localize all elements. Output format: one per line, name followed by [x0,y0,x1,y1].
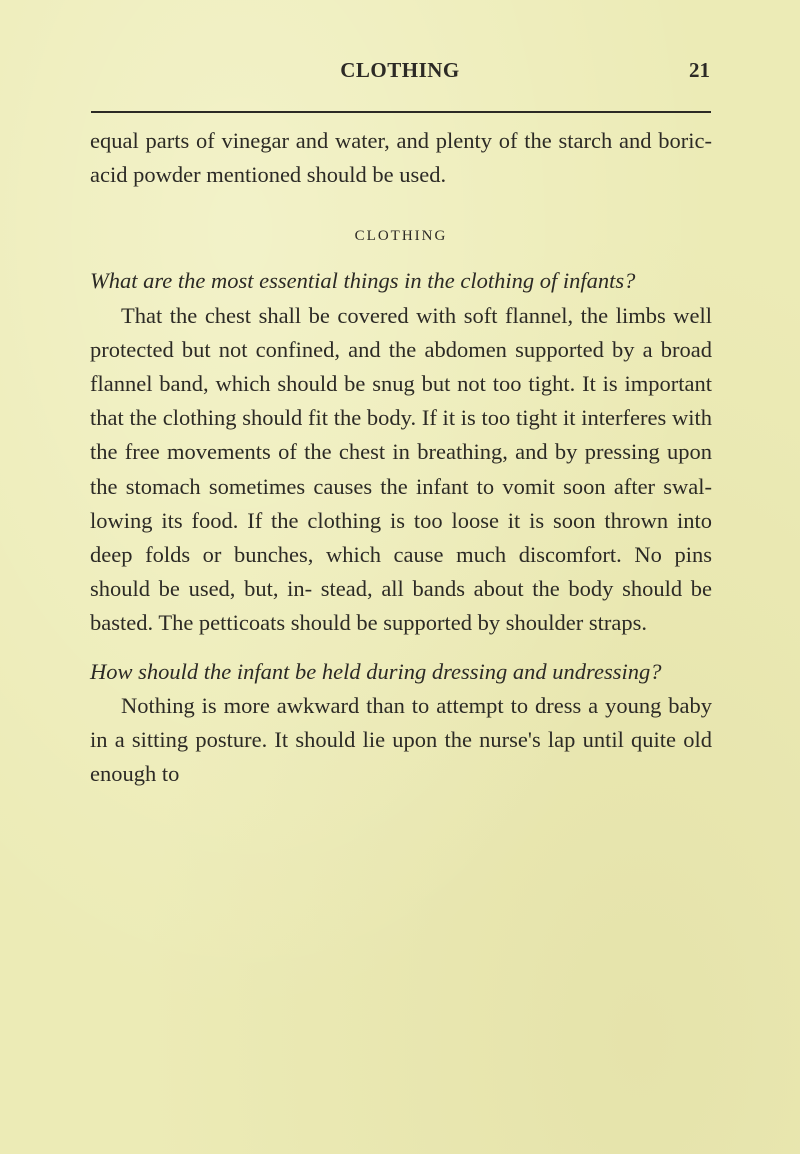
opening-paragraph: equal parts of vinegar and water, and plenty of the starch and boric-acid powder mentioned should be used. [90,128,712,188]
page-body [90,124,712,791]
question-1: What are the most essential things in the clothing of infants? [90,268,636,294]
question-2: How should the infant be held during dressing and undressing? [90,658,662,684]
header-rule [91,111,711,113]
running-head: CLOTHING [340,58,460,82]
page-header [90,58,710,88]
answer-1: That the chest shall be covered with soft flannel, the limbs well protected but not confined, and the abdomen supported by a broad flannel band, which should be snug but not too tight. It is important that the clothing should fit the body. If it is too tight it interferes with the free movements of the chest in breathing, and by pressing upon the stomach sometimes causes the infant to vomit soon after swal- lowing its food. If the clothing is too loose it is soon thrown into deep folds or bunches, which cause much discomfort. No pins should be used, but, in- stead, all bands about the body should be basted. The petticoats should be supported by shoulder straps. [90,302,712,636]
page-number: 21 [689,58,710,82]
section-heading: CLOTHING [354,228,448,245]
answer-2: Nothing is more awkward than to attempt to dress a young baby in a sitting posture. It should lie upon the nurse's lap until quite old enough to [90,692,712,787]
